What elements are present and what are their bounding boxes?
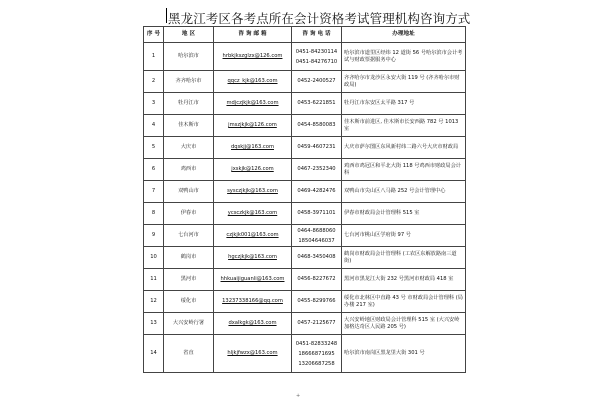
table-row xyxy=(144,115,466,137)
phone-number: 0451-84276710 xyxy=(295,58,338,65)
phone-number: 0459-4607231 xyxy=(297,144,336,150)
row-phone xyxy=(292,247,342,269)
phone-number: 0451-82833248 xyxy=(295,340,338,347)
phone-number: 18666871695 xyxy=(298,350,335,357)
row-email xyxy=(214,137,292,159)
phone-number: 13206687258 xyxy=(298,360,335,367)
row-address: 七台河市桃山区学府街 97 号 xyxy=(342,225,466,247)
phone-number: 18504646037 xyxy=(298,237,335,244)
row-number: 8 xyxy=(144,203,164,225)
row-address: 佳木斯市前进区, 佳木斯市长安西路 782 号 1013 室 xyxy=(342,115,466,137)
phone-number: 0454-8580083 xyxy=(297,122,336,128)
email-link[interactable]: dqskjj@163.com xyxy=(231,144,274,151)
row-region: 大兴安岭行署 xyxy=(164,313,214,335)
row-number: 2 xyxy=(144,71,164,93)
table-row xyxy=(144,313,466,335)
row-email xyxy=(214,93,292,115)
row-phone xyxy=(292,225,342,247)
phone-number: 0467-2352340 xyxy=(297,166,336,172)
phone-number: 0453-6221851 xyxy=(297,100,336,106)
row-email xyxy=(214,115,292,137)
header-email: 咨 询 邮 箱 xyxy=(214,27,292,43)
row-number: 10 xyxy=(144,247,164,269)
row-region: 双鸭山市 xyxy=(164,181,214,203)
email-link[interactable]: hrbkjkszglzx@126.com xyxy=(222,53,283,60)
row-email xyxy=(214,43,292,71)
phone-number: 0469-4282476 xyxy=(297,188,336,194)
email-link[interactable]: jxskjk@126.com xyxy=(231,166,274,173)
row-email xyxy=(214,269,292,291)
row-region: 佳木斯市 xyxy=(164,115,214,137)
phone-number: 0451-84230114 xyxy=(295,48,338,55)
email-link[interactable]: sysczjkjk@163.com xyxy=(227,188,278,195)
row-number: 4 xyxy=(144,115,164,137)
table-row xyxy=(144,71,466,93)
table-row xyxy=(144,247,466,269)
row-phone xyxy=(292,203,342,225)
row-address: 鸡西市鸡冠区和平北大街 118 号鸡西市财政局会计科 xyxy=(342,159,466,181)
row-number: 3 xyxy=(144,93,164,115)
row-address: 哈尔滨市南岗区黑龙里大街 301 号 xyxy=(342,335,466,373)
email-link[interactable]: dxalkgk@163.com xyxy=(228,320,277,327)
table-row xyxy=(144,43,466,71)
table-row xyxy=(144,225,466,247)
row-address: 绥化市北林区中直路 43 号 市财政局会计管理科 (局办楼 217 室) xyxy=(342,291,466,313)
row-number: 9 xyxy=(144,225,164,247)
row-phone xyxy=(292,137,342,159)
row-address: 齐齐哈尔市龙沙区永安大街 119 号 (齐齐哈尔市财政局) xyxy=(342,71,466,93)
email-link[interactable]: 13237338166@qq.com xyxy=(222,298,283,305)
row-region: 绥化市 xyxy=(164,291,214,313)
row-phone xyxy=(292,269,342,291)
row-email xyxy=(214,225,292,247)
phone-number: 0458-3971101 xyxy=(297,210,336,216)
table-row xyxy=(144,291,466,313)
row-address: 牡丹江市东安区太平路 317 号 xyxy=(342,93,466,115)
row-address: 伊春市财政局会计管理科 515 室 xyxy=(342,203,466,225)
row-phone xyxy=(292,43,342,71)
text-cursor xyxy=(166,8,167,23)
table-row xyxy=(144,335,466,373)
row-number: 6 xyxy=(144,159,164,181)
table-row xyxy=(144,269,466,291)
row-email xyxy=(214,291,292,313)
table-row xyxy=(144,137,466,159)
email-link[interactable]: hhkuaijiguanli@163.com xyxy=(220,276,285,283)
page-marker: + xyxy=(296,393,301,399)
row-email xyxy=(214,159,292,181)
row-region: 伊春市 xyxy=(164,203,214,225)
row-phone xyxy=(292,115,342,137)
row-address: 鹤岗市财政局会计管理科 (工农区东解放路南三道街) xyxy=(342,247,466,269)
phone-number: 0468-3450408 xyxy=(297,254,336,260)
row-region: 七台河市 xyxy=(164,225,214,247)
row-email xyxy=(214,247,292,269)
row-email xyxy=(214,313,292,335)
row-region: 大庆市 xyxy=(164,137,214,159)
email-link[interactable]: czjkjk001@163.com xyxy=(226,232,279,239)
row-address: 大庆市萨尔图区东风新村纬二路六号大庆市财政局 xyxy=(342,137,466,159)
row-address: 双鸭山市尖山区八马路 252 号会计管理中心 xyxy=(342,181,466,203)
row-email xyxy=(214,181,292,203)
email-link[interactable]: mdjczjkjk@163.com xyxy=(226,100,279,107)
contact-table xyxy=(143,26,466,373)
header-phone: 咨 询 电 话 xyxy=(292,27,342,43)
row-region: 齐齐哈尔市 xyxy=(164,71,214,93)
row-phone xyxy=(292,181,342,203)
row-phone xyxy=(292,159,342,181)
header-address: 办理地址 xyxy=(342,27,466,43)
phone-number: 0455-8299766 xyxy=(297,298,336,304)
header-region: 地 区 xyxy=(164,27,214,43)
document-title: 黑龙江考区各考点所在会计资格考试管理机构咨询方式 xyxy=(168,11,471,26)
table-row xyxy=(144,203,466,225)
phone-number: 0452-2400527 xyxy=(297,78,336,84)
row-number: 12 xyxy=(144,291,164,313)
row-phone xyxy=(292,313,342,335)
row-email xyxy=(214,203,292,225)
row-region: 黑河市 xyxy=(164,269,214,291)
row-address: 哈尔滨市道里区经纬 12 道街 56 号哈尔滨市会计考试与财政票据服务中心 xyxy=(342,43,466,71)
table-body xyxy=(144,43,466,373)
row-number: 5 xyxy=(144,137,164,159)
row-number: 11 xyxy=(144,269,164,291)
table-row xyxy=(144,181,466,203)
email-link[interactable]: hljkjfwzx@163.com xyxy=(227,350,278,357)
row-address: 大兴安岭地区财政局会计管理科 515 室 (大兴安岭加格达奇区人民路 205 号) xyxy=(342,313,466,335)
row-region: 哈尔滨市 xyxy=(164,43,214,71)
row-region: 省直 xyxy=(164,335,214,373)
row-email xyxy=(214,335,292,373)
email-link[interactable]: ycsczkjk@163.com xyxy=(227,210,278,217)
row-region: 鹤岗市 xyxy=(164,247,214,269)
row-phone xyxy=(292,335,342,373)
row-region: 鸡西市 xyxy=(164,159,214,181)
row-phone xyxy=(292,71,342,93)
row-number: 14 xyxy=(144,335,164,373)
row-region: 牡丹江市 xyxy=(164,93,214,115)
phone-number: 0456-8227672 xyxy=(297,276,336,282)
phone-number: 0457-2125677 xyxy=(297,320,336,326)
table-header-row xyxy=(144,27,466,43)
row-number: 1 xyxy=(144,43,164,71)
row-number: 7 xyxy=(144,181,164,203)
header-no: 序 号 xyxy=(144,27,164,43)
email-link[interactable]: hgczjkjk@163.com xyxy=(228,254,277,261)
table-row xyxy=(144,159,466,181)
email-link[interactable]: jmszjkjk@126.com xyxy=(228,122,277,129)
phone-number: 0464-8688060 xyxy=(297,227,336,234)
table-row xyxy=(144,93,466,115)
row-phone xyxy=(292,291,342,313)
email-link[interactable]: qqcz_kjk@163.com xyxy=(227,78,278,85)
row-phone xyxy=(292,93,342,115)
row-number: 13 xyxy=(144,313,164,335)
row-address: 黑河市黑龙江大街 232 号黑河市财政局 418 室 xyxy=(342,269,466,291)
row-email xyxy=(214,71,292,93)
